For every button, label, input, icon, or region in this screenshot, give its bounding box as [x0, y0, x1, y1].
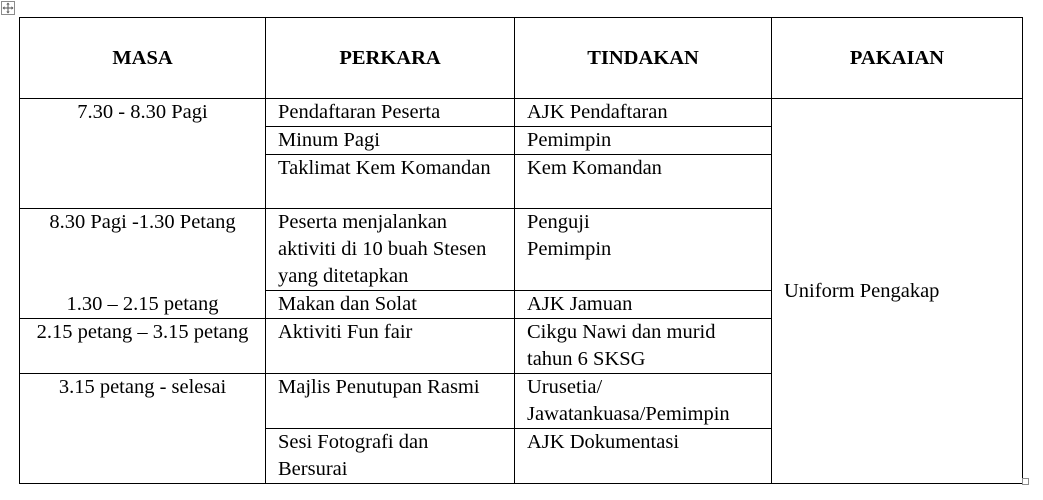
masa-cell	[20, 155, 266, 209]
tindakan-cell: AJK Dokumentasi	[515, 429, 772, 484]
header-masa: MASA	[20, 18, 266, 99]
tindakan-line: Pemimpin	[527, 238, 612, 260]
tindakan-cell	[515, 209, 772, 291]
masa-cell: 3.15 petang - selesai	[20, 374, 266, 429]
perkara-cell: Aktiviti Fun fair	[266, 319, 515, 374]
pakaian-cell: Uniform Pengakap	[772, 99, 1023, 484]
schedule-table	[19, 17, 1023, 484]
move-arrows-icon	[2, 2, 14, 14]
table-resize-handle[interactable]	[1022, 478, 1029, 485]
tindakan-cell: Kem Komandan	[515, 155, 772, 209]
perkara-cell: Peserta menjalankan aktiviti di 10 buah Stesen yang ditetapkan	[266, 209, 515, 291]
table-row	[20, 99, 1023, 127]
tindakan-cell: AJK Jamuan	[515, 291, 772, 319]
table-move-handle[interactable]	[1, 1, 15, 15]
tindakan-cell: Cikgu Nawi dan murid tahun 6 SKSG	[515, 319, 772, 374]
tindakan-cell: Pemimpin	[515, 127, 772, 155]
header-perkara: PERKARA	[266, 18, 515, 99]
masa-cell: 7.30 - 8.30 Pagi	[20, 99, 266, 127]
perkara-cell: Makan dan Solat	[266, 291, 515, 319]
tindakan-cell: Urusetia/ Jawatankuasa/Pemimpin	[515, 374, 772, 429]
header-row	[20, 18, 1023, 99]
perkara-cell: Sesi Fotografi dan Bersurai	[266, 429, 515, 484]
perkara-cell: Majlis Penutupan Rasmi	[266, 374, 515, 429]
masa-cell: 2.15 petang – 3.15 petang	[20, 319, 266, 374]
perkara-cell: Taklimat Kem Komandan	[266, 155, 515, 209]
header-tindakan: TINDAKAN	[515, 18, 772, 99]
perkara-cell: Pendaftaran Peserta	[266, 99, 515, 127]
tindakan-line: Penguji	[527, 211, 590, 233]
header-pakaian: PAKAIAN	[772, 18, 1023, 99]
masa-cell	[20, 127, 266, 155]
masa-cell: 8.30 Pagi -1.30 Petang	[20, 209, 266, 291]
perkara-cell: Minum Pagi	[266, 127, 515, 155]
tindakan-cell: AJK Pendaftaran	[515, 99, 772, 127]
masa-cell: 1.30 – 2.15 petang	[20, 291, 266, 319]
masa-cell	[20, 429, 266, 484]
